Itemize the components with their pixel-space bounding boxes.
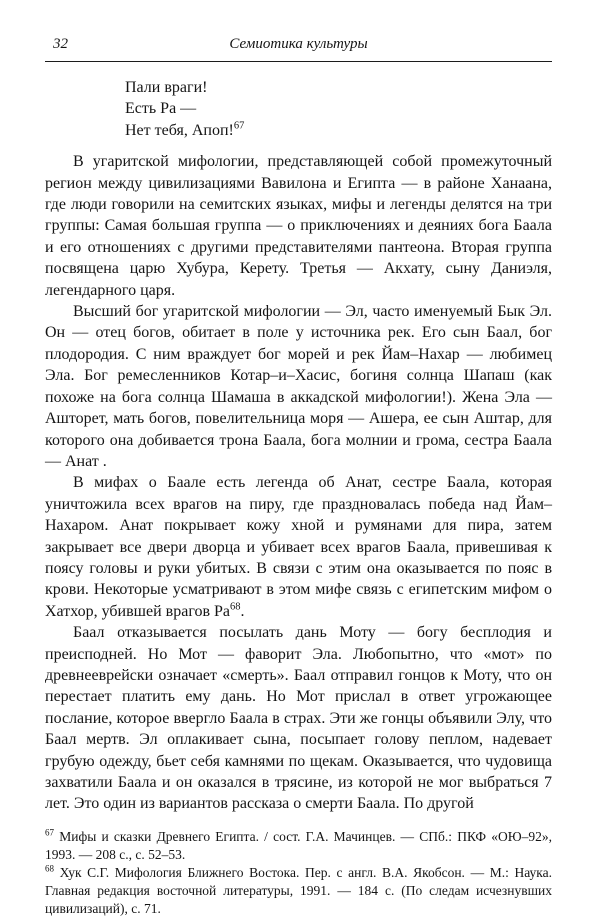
verse-line: Пали враги!: [125, 79, 208, 96]
footnote-marker: 68: [45, 863, 54, 874]
verse-line-text: Нет тебя, Апоп!: [125, 121, 234, 139]
footnote: [45, 828, 552, 864]
paragraph: В угаритской мифологии, представляющей собой промежуточный регион между цивилизациями Вавилона и Египта — в районе Ханаана, где люди говорили на семитских языках, мифы и легенды делятся на три группы: Самая большая группа — о приключениях и деяниях бога Баала и его отношениях с другими представителями пантеона. Вторая группа посвящена царю Хубура, Керету. Третья — Акхату, сыну Даниэля, легендарного царя.: [45, 153, 552, 299]
footnote-reference: 68: [230, 601, 241, 613]
footnote-reference: 67: [233, 120, 245, 132]
page-number: 32: [53, 36, 68, 52]
running-title: Семиотика культуры: [229, 36, 368, 52]
verse-line: [125, 120, 552, 141]
paragraph: Высший бог угаритской мифологии — Эл, часто именуемый Бык Эл. Он — отец богов, обитает в поле у источника рек. Его сын Баал, бог плодородия. С ним враждует бог морей и рек Йам–Нахар — любимец Эла. Бог ремесленников Котар–и–Хасис, богиня солнца Шапаш (как похоже на бога солнца Шамаша в аккадской мифологии!). Жена Эла — Ашторет, мать богов, повелительница моря — Ашера, ее сын Аштар, для которого она добивается трона Баала, бога молнии и грома, сестра Баала — Анат .: [45, 303, 552, 470]
footnote-text: Мифы и сказки Древнего Египта. / сост. Г.А. Мачинцев. — СПб.: ПКФ «ОЮ–92», 1993. — 208 с., с. 52–53.: [45, 828, 552, 862]
verse-line: Есть Ра —: [125, 100, 197, 118]
paragraph-text: .: [240, 602, 245, 620]
footnote: [45, 864, 552, 918]
footnote-marker: 67: [45, 827, 54, 838]
paragraph: [45, 472, 552, 622]
footnote-text: Хук С.Г. Мифология Ближнего Востока. Пер. с англ. В.А. Якобсон. — М.: Наука. Главная редакция восточной литературы, 1991. — 184 с. (По следам исчезнувших цивилизаций), с. 71.: [45, 864, 552, 916]
paragraph: Баал отказывается посылать дань Моту — богу бесплодия и преисподней. Но Мот — фаворит Эла. Любопытно, что «мот» по древнееврейски означает «смерть». Баал отправил гонцов к Моту, что он перестает платить ему дань. Но Мот прислал в ответ угрожающее послание, которое ввергло Баала в страх. Эти же гонцы объявили Элу, что Баал мертв. Эл оплакивает сына, посыпает голову пеплом, надевает грубую одежду, бьет себя камнями по щекам. Оказывается, что чудовища захватили Баала и он оказался в трясине, из которой не мог выбраться 7 лет. Это один из вариантов рассказа о смерти Баала. По другой: [45, 624, 552, 813]
running-header: [45, 36, 552, 56]
paragraph-text: В мифах о Баале есть легенда об Анат, сестре Баала, которая уничтожила всех врагов на пиру, где праздновалась победа над Йам–Нахаром. Анат покрывает кожу хной и румянами для пира, затем закрывает все двери дворца и убивает всех врагов Баала, привешивая к поясу головы и руки убитых. В связи с этим она оказывается по пояс в крови. Некоторые усматривают в этом мифе связь с египетским мифом о Хатхор, убившей врагов Ра: [45, 474, 552, 620]
body-text: [45, 151, 552, 815]
verse-quote: [125, 77, 552, 141]
header-rule: [45, 61, 552, 62]
